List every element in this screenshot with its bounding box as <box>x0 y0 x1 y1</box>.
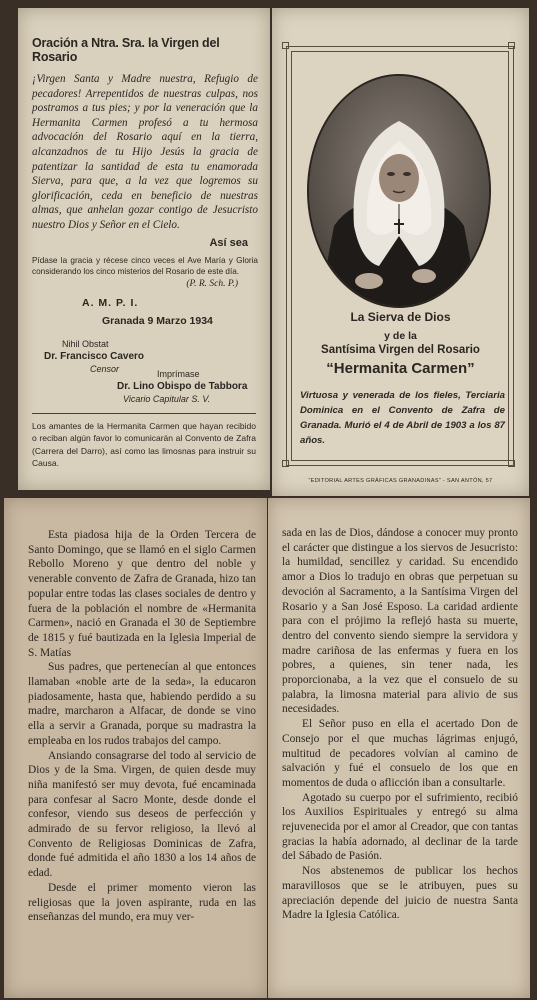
biography-page-right <box>268 498 530 998</box>
biography-paragraph: Agotado su cuerpo por el sufrimiento, recibió los Auxilios Espirituales y entregó su alma rejuvenecida por el amor al Creador, que con tantas gracias la había adornado, al declinar de la tarde del Sábado de Pasión. <box>282 791 518 863</box>
portrait-photo <box>307 74 491 308</box>
cover-page <box>272 8 529 496</box>
prayer-instruction: Pídase la gracia y récese cinco veces el Ave María y Gloria considerando los cinco misterios del Rosario de este día. <box>32 255 258 276</box>
cover-name: “Hermanita Carmen” <box>326 360 475 377</box>
biography-paragraph: sada en las de Dios, dándose a conocer muy pronto el carácter que distingue a los siervos de Jesucristo: la humildad, sencillez y caridad. Su encendido amor a Dios lo tradujo en obras que perpetuan su devoción al Sacramento, a la Santísima Virgen del Rosario y a San José Esposo. La caridad ardiente para con el prójimo la reflejó hasta su muerte, dentro del convento siendo siempre la servidora y madre cariñosa de las enfermas y fuera en los pobres, a quienes, sin tener nada, les proporcionaba, a la vez que el consuelo de su palabra, la limosna material para alivio de sus necesidades. <box>282 527 518 716</box>
biography-paragraph: Ansiando consagrarse del todo al servicio de Dios y de la Sma. Virgen, de quien desde muy niña manifestó ser muy devota, fué encaminada para confesar al Sacro Monte, desde donde el confesor, viendo sus deseos de perfección y admirado de su fervor religioso, la llevó al Convento de Religiosas Dominicas de Zafra, donde fué admitida el año 1830 a los 14 años de edad. <box>28 749 256 880</box>
frame-corner-ornament <box>282 460 289 467</box>
cover-line-2: y de la <box>384 330 417 342</box>
printer-imprint: “EDITORIAL ARTES GRÁFICAS GRANADINAS” - SAN ANTÓN, 57 <box>308 478 493 484</box>
frame-corner-ornament <box>282 42 289 49</box>
nihil-name: Dr. Francisco Cavero <box>44 351 145 362</box>
prayer-block <box>32 36 258 327</box>
place-date: Granada 9 Marzo 1934 <box>102 314 213 327</box>
biography-text-right <box>282 526 518 923</box>
cover-line-1: La Sierva de Dios <box>350 310 451 324</box>
cover-line-3: Santísima Virgen del Rosario <box>321 344 480 356</box>
prayer-text: ¡Virgen Santa y Madre nuestra, Refugio de pecadores! Arrepentidos de nuestras culpas, nos postramos a tus pies; y por la veneración que la Hermanita Carmen profesó a tu hermosa advocación del Rosario aquí en la tierra, alcanzadnos de tu Hijo Jesús la gracia de patentizar la santidad de esta tu enamorada Sierva, para que, a la vez que logremos su glorificación, ceda en beneficio de nuestras almas, que anhelan gozar contigo de Jesucristo nuestro Dios y Señor en el Cielo. <box>32 73 258 231</box>
prayer-title: Oración a Ntra. Sra. la Virgen del Rosario <box>32 36 220 64</box>
cover-description: Virtuosa y venerada de los fieles, Terciaria Dominica en el Convento de Zafra de Granada. Murió el 4 de Abril de 1903 a los 87 años. <box>300 390 505 446</box>
divider <box>32 413 256 414</box>
imprimase-role: Vicario Capitular S. V. <box>123 394 211 404</box>
frame-corner-ornament <box>508 460 515 467</box>
frame-corner-ornament <box>508 42 515 49</box>
nihil-role: Censor <box>90 364 120 374</box>
nihil-label: Nihil Obstat <box>62 339 109 349</box>
biography-paragraph: Esta piadosa hija de la Orden Tercera de Santo Domingo, que se llamó en el siglo Carmen Rebollo Moreno y que dentro del noble y venerable convento de Zafra de Granada, hizo tan popular entre todas las clases sociales de dentro y fuera de la población el nombre de «Hermanita Carmen», nació en Granada el 30 de Septiembre de 1815 y fué bautizada en la Iglesia Imperial de S. Matías <box>28 529 256 659</box>
favor-notice: Los amantes de la Hermanita Carmen que hayan recibido o reciban algún favor lo comunicarán al Convento de Zafra (Carrera del Darro), así como las limosnas para instruir su Causa. <box>32 421 256 469</box>
ampi-mark: A. M. P. I. <box>82 296 139 309</box>
biography-paragraph: Nos abstenemos de publicar los hechos maravillosos que se le atribuyen, pues su apreciación depende del juicio de nuestra Santa Madre la Iglesia Católica. <box>282 865 518 922</box>
biography-text-left <box>28 528 256 925</box>
biography-paragraph: Sus padres, que pertenecían al que entonces llamaban «noble arte de la seda», la educaron piadosamente, hasta que, habiendo perdido a su madre, marcharon a Alfacar, de donde se vino ella a servir a Granada, porque su madrastra la empleaba en los rudos trabajos del campo. <box>28 661 256 747</box>
imprimase-label: Imprímase <box>157 369 200 379</box>
imprimase-name: Dr. Lino Obispo de Tabbora <box>117 381 248 392</box>
biography-paragraph: El Señor puso en ella el acertado Don de Consejo por el que muchas lágrimas enjugó, multitud de pecadores volvían al camino de salvación y fué el consuelo de los que en momentos de duda o aflicción iban a consultarle. <box>282 718 518 789</box>
prayer-amen: Así sea <box>209 236 248 249</box>
prayer-signature: (P. R. Sch. P.) <box>186 278 238 289</box>
biography-paragraph: Desde el primer momento vieron las religiosas que la joven aspirante, ruda en las enseñanzas del mundo, era muy ver- <box>28 881 256 924</box>
biography-page-left <box>4 498 267 998</box>
prayer-page <box>18 8 270 490</box>
imprimase <box>117 368 247 405</box>
